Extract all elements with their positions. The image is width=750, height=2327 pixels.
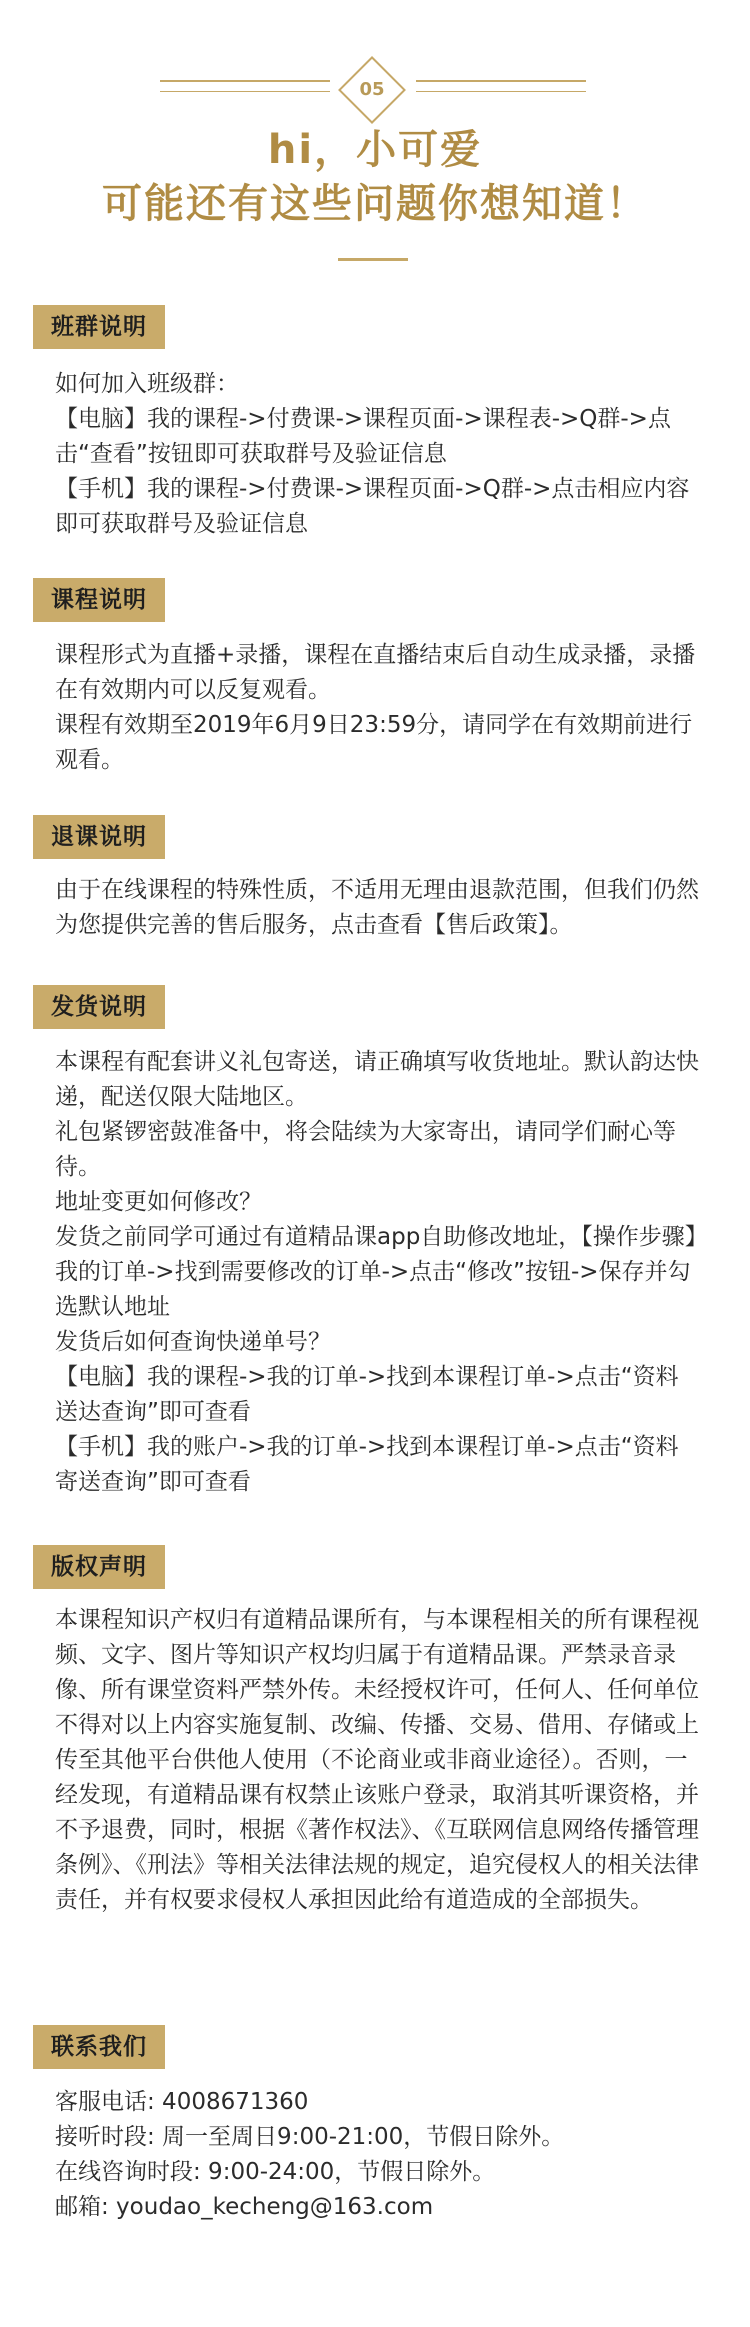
paragraph: 地址变更如何修改？ bbox=[55, 1189, 262, 1215]
paragraph: 【电脑】我的课程->我的订单->找到本课程订单->点击“资料送达查询”即可查看 bbox=[55, 1364, 679, 1425]
paragraph: 如何加入班级群： bbox=[55, 371, 239, 397]
section-tag-shipping: 发货说明 bbox=[33, 985, 165, 1029]
contact-email[interactable]: 邮箱: youdao_kecheng@163.com bbox=[55, 2194, 434, 2220]
section-tag-copyright: 版权声明 bbox=[33, 1545, 165, 1589]
paragraph: 本课程知识产权归有道精品课所有，与本课程相关的所有课程视频、文字、图片等知识产权均归属于有道精品课。严禁录音录像、所有课堂资料严禁外传。未经授权许可，任何人、任何单位不得对以上内容实施复制、改编、传播、交易、借用、存储或上传至其他平台供他人使用（不论商业或非商业途径）。否则，一经发现，有道精品课有权禁止该账户登录，取消其听课资格，并不予退费，同时，根据《著作权法》、《互联网信息网络传播管理条例》、《刑法》等相关法律法规的规定，追究侵权人的相关法律责任，并有权要求侵权人承担因此给有道造成的全部损失。 bbox=[55, 1607, 699, 1913]
paragraph: 发货之前同学可通过有道精品课app自助修改地址，【操作步骤】我的订单->找到需要修改的订单->点击“修改”按钮->保存并勾选默认地址 bbox=[55, 1224, 697, 1320]
paragraph: 课程有效期至2019年6月9日23:59分，请同学在有效期前进行观看。 bbox=[55, 712, 693, 773]
paragraph: 礼包紧锣密鼓准备中，将会陆续为大家寄出，请同学们耐心等待。 bbox=[55, 1119, 676, 1180]
section-body-contact bbox=[55, 2085, 700, 2225]
paragraph: 由于在线课程的特殊性质，不适用无理由退款范围，但我们仍然为您提供完善的售后服务，点击查看【售后政策】。 bbox=[55, 877, 699, 938]
contact-phone: 客服电话: 4008671360 bbox=[55, 2089, 309, 2115]
section-tag-refund: 退课说明 bbox=[33, 815, 165, 859]
hero-greeting: hi，小可爱 bbox=[267, 127, 483, 173]
section-body-shipping bbox=[55, 1045, 700, 1500]
section-body-refund bbox=[55, 873, 700, 943]
section-tag-class-group: 班群说明 bbox=[33, 305, 165, 349]
paragraph: 发货后如何查询快递单号？ bbox=[55, 1329, 331, 1355]
hero-subtitle: 可能还有这些问题你想知道！ bbox=[102, 181, 648, 227]
hero-underline bbox=[338, 258, 408, 261]
paragraph: 【手机】我的课程->付费课->课程页面->Q群->点击相应内容即可获取群号及验证信息 bbox=[55, 476, 690, 537]
section-body-copyright bbox=[55, 1603, 700, 1918]
section-body-course bbox=[55, 638, 700, 778]
paragraph: 本课程有配套讲义礼包寄送，请正确填写收货地址。默认韵达快递，配送仅限大陆地区。 bbox=[55, 1049, 699, 1110]
contact-online-hours: 在线咨询时段: 9:00-24:00，节假日除外。 bbox=[55, 2159, 496, 2185]
paragraph: 【手机】我的账户->我的订单->找到本课程订单->点击“资料寄送查询”即可查看 bbox=[55, 1434, 679, 1495]
paragraph: 【电脑】我的课程->付费课->课程页面->课程表->Q群->点击“查看”按钮即可获取群号及验证信息 bbox=[55, 406, 671, 467]
header-rule-right-top bbox=[416, 80, 586, 82]
header-rule-right-bottom bbox=[416, 91, 586, 92]
contact-hours: 接听时段: 周一至周日9:00-21:00，节假日除外。 bbox=[55, 2124, 565, 2150]
paragraph: 课程形式为直播+录播，课程在直播结束后自动生成录播，录播在有效期内可以反复观看。 bbox=[55, 642, 696, 703]
header-rule-left-bottom bbox=[160, 91, 330, 92]
number-badge: 05 bbox=[359, 79, 385, 100]
section-tag-course: 课程说明 bbox=[33, 578, 165, 622]
header-rule-left-top bbox=[160, 80, 330, 82]
section-tag-contact: 联系我们 bbox=[33, 2025, 165, 2069]
section-body-class-group bbox=[55, 367, 700, 542]
page-header bbox=[0, 0, 750, 270]
